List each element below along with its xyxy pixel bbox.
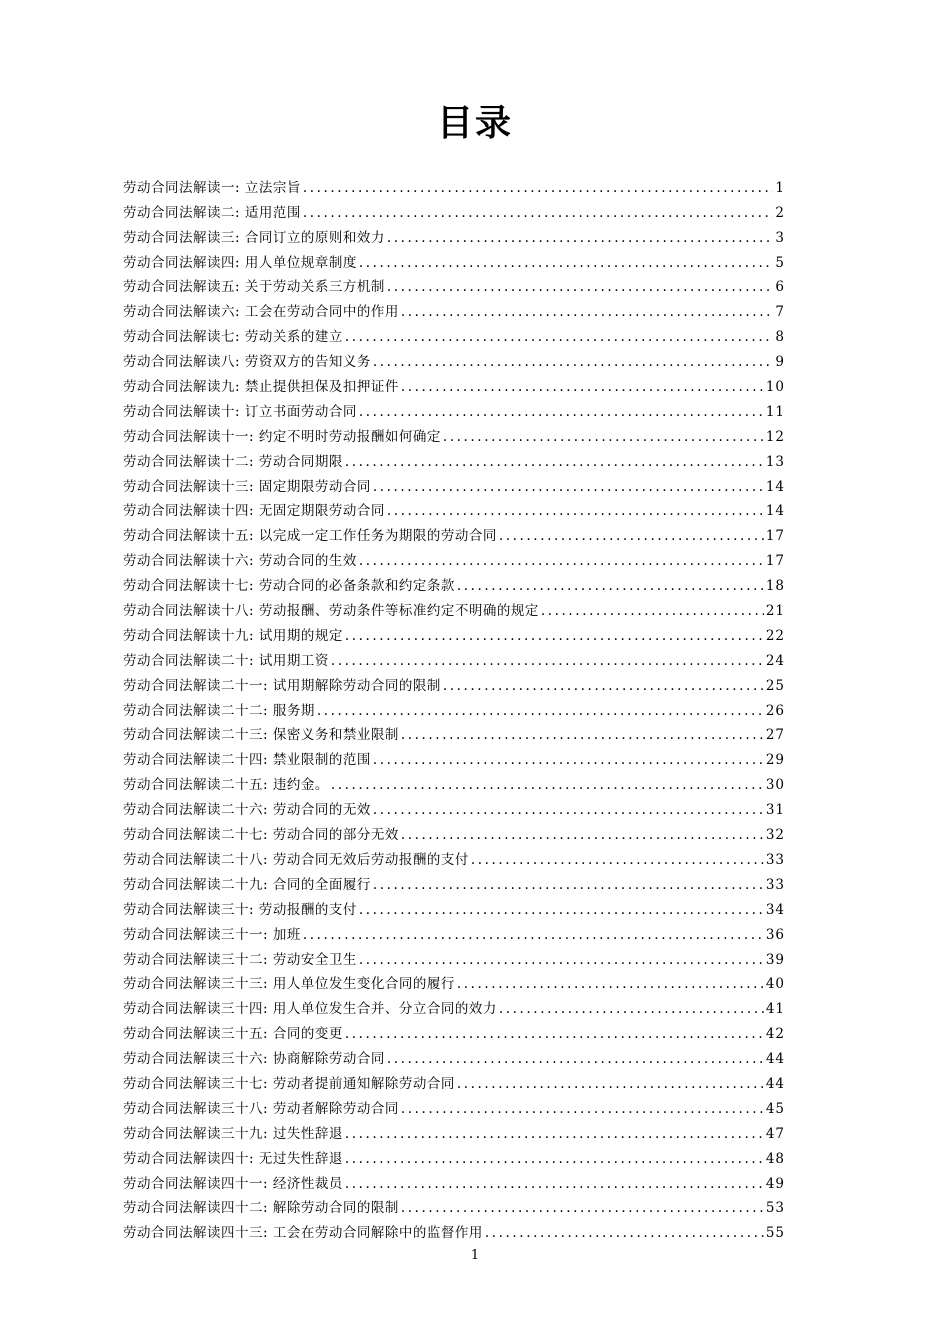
toc-entry[interactable]	[123, 1218, 785, 1243]
toc-entry-title: 劳动合同法解读四十一: 经济性裁员	[123, 1175, 343, 1192]
toc-entry-title: 劳动合同法解读十二: 劳动合同期限	[123, 453, 343, 470]
toc-entry-title: 劳动合同法解读二十八: 劳动合同无效后劳动报酬的支付	[123, 851, 469, 868]
table-of-contents	[123, 173, 785, 1243]
toc-entry[interactable]	[123, 820, 785, 845]
toc-entry[interactable]	[123, 770, 785, 795]
toc-entry[interactable]	[123, 223, 785, 248]
toc-entry-title: 劳动合同法解读九: 禁止提供担保及扣押证件	[123, 379, 399, 396]
toc-entry-page: 10	[765, 379, 785, 396]
toc-entry-title: 劳动合同法解读十: 订立书面劳动合同	[123, 403, 357, 420]
toc-entry[interactable]	[123, 297, 785, 322]
toc-dot-leader	[359, 950, 764, 970]
toc-entry[interactable]	[123, 422, 785, 447]
toc-entry[interactable]	[123, 571, 785, 596]
toc-entry-page: 26	[765, 702, 785, 719]
toc-dot-leader	[457, 576, 764, 596]
toc-entry[interactable]	[123, 546, 785, 571]
toc-entry-page: 12	[765, 428, 785, 445]
toc-entry-page: 17	[765, 528, 785, 545]
toc-entry-title: 劳动合同法解读二十四: 禁业限制的范围	[123, 752, 371, 769]
toc-entry-title: 劳动合同法解读二十: 试用期工资	[123, 652, 329, 669]
toc-dot-leader	[457, 974, 764, 994]
toc-entry-title: 劳动合同法解读三十七: 劳动者提前通知解除劳动合同	[123, 1075, 455, 1092]
toc-entry-title: 劳动合同法解读二十七: 劳动合同的部分无效	[123, 827, 399, 844]
toc-entry[interactable]	[123, 198, 785, 223]
toc-dot-leader	[387, 1049, 764, 1069]
toc-dot-leader	[359, 402, 764, 422]
toc-dot-leader	[373, 352, 774, 372]
toc-entry[interactable]	[123, 745, 785, 770]
toc-entry[interactable]	[123, 397, 785, 422]
toc-dot-leader	[359, 900, 764, 920]
toc-entry-page: 39	[765, 951, 785, 968]
toc-dot-leader	[457, 1074, 764, 1094]
toc-dot-leader	[345, 1024, 764, 1044]
toc-entry-title: 劳动合同法解读四十二: 解除劳动合同的限制	[123, 1200, 399, 1217]
toc-entry[interactable]	[123, 248, 785, 273]
toc-entry[interactable]	[123, 671, 785, 696]
toc-entry-page: 34	[765, 901, 785, 918]
toc-entry-page: 27	[765, 727, 785, 744]
toc-entry-title: 劳动合同法解读十三: 固定期限劳动合同	[123, 478, 371, 495]
toc-entry[interactable]	[123, 1119, 785, 1144]
toc-dot-leader	[303, 178, 774, 198]
toc-dot-leader	[345, 1149, 764, 1169]
toc-entry[interactable]	[123, 1069, 785, 1094]
toc-entry[interactable]	[123, 845, 785, 870]
toc-dot-leader	[471, 850, 764, 870]
toc-entry-title: 劳动合同法解读十七: 劳动合同的必备条款和约定条款	[123, 578, 455, 595]
toc-entry[interactable]	[123, 322, 785, 347]
toc-entry-page: 45	[765, 1100, 785, 1117]
toc-dot-leader	[387, 277, 774, 297]
toc-entry-title: 劳动合同法解读七: 劳动关系的建立	[123, 329, 343, 346]
toc-entry-page: 33	[765, 876, 785, 893]
toc-entry[interactable]	[123, 1044, 785, 1069]
toc-dot-leader	[345, 327, 774, 347]
toc-entry-page: 55	[765, 1225, 785, 1242]
toc-entry-title: 劳动合同法解读十八: 劳动报酬、劳动条件等标准约定不明确的规定	[123, 603, 539, 620]
toc-entry-title: 劳动合同法解读八: 劳资双方的告知义务	[123, 354, 371, 371]
toc-entry-page: 8	[775, 329, 785, 346]
toc-dot-leader	[401, 725, 764, 745]
toc-entry-title: 劳动合同法解读三十四: 用人单位发生合并、分立合同的效力	[123, 1001, 497, 1018]
toc-entry-title: 劳动合同法解读四十三: 工会在劳动合同解除中的监督作用	[123, 1225, 483, 1242]
toc-entry-title: 劳动合同法解读六: 工会在劳动合同中的作用	[123, 304, 399, 321]
toc-entry-title: 劳动合同法解读十五: 以完成一定工作任务为期限的劳动合同	[123, 528, 497, 545]
toc-dot-leader	[401, 377, 764, 397]
page-title: 目录	[436, 103, 513, 144]
toc-entry-title: 劳动合同法解读三十二: 劳动安全卫生	[123, 951, 357, 968]
toc-dot-leader	[373, 875, 764, 895]
toc-dot-leader	[401, 1198, 764, 1218]
toc-entry-title: 劳动合同法解读三十一: 加班	[123, 926, 301, 943]
toc-entry[interactable]	[123, 521, 785, 546]
toc-entry-page: 5	[775, 254, 785, 271]
toc-entry[interactable]	[123, 173, 785, 198]
toc-dot-leader	[373, 750, 764, 770]
toc-entry-page: 40	[765, 976, 785, 993]
toc-entry-title: 劳动合同法解读二十九: 合同的全面履行	[123, 876, 371, 893]
toc-dot-leader	[499, 999, 764, 1019]
toc-entry-page: 11	[765, 403, 785, 420]
toc-entry-title: 劳动合同法解读三: 合同订立的原则和效力	[123, 229, 385, 246]
toc-entry[interactable]	[123, 721, 785, 746]
toc-entry[interactable]	[123, 1144, 785, 1169]
toc-entry-page: 49	[765, 1175, 785, 1192]
toc-dot-leader	[345, 626, 764, 646]
page-number: 1	[470, 1248, 480, 1263]
toc-entry-title: 劳动合同法解读十四: 无固定期限劳动合同	[123, 503, 385, 520]
toc-entry[interactable]	[123, 273, 785, 298]
toc-entry-page: 33	[765, 851, 785, 868]
toc-entry-page: 24	[765, 652, 785, 669]
toc-entry-title: 劳动合同法解读十九: 试用期的规定	[123, 627, 343, 644]
toc-dot-leader	[443, 427, 764, 447]
toc-entry-page: 21	[765, 603, 785, 620]
toc-entry-page: 14	[765, 478, 785, 495]
toc-dot-leader	[359, 253, 774, 273]
toc-entry-page: 32	[765, 827, 785, 844]
toc-entry[interactable]	[123, 472, 785, 497]
toc-dot-leader	[401, 302, 774, 322]
toc-dot-leader	[485, 1223, 764, 1243]
toc-dot-leader	[387, 228, 774, 248]
toc-entry-title: 劳动合同法解读二十一: 试用期解除劳动合同的限制	[123, 677, 441, 694]
toc-entry[interactable]	[123, 696, 785, 721]
toc-entry[interactable]	[123, 1169, 785, 1194]
toc-entry-page: 14	[765, 503, 785, 520]
toc-entry-page: 48	[765, 1150, 785, 1167]
toc-entry-title: 劳动合同法解读二: 适用范围	[123, 204, 301, 221]
toc-dot-leader	[345, 1174, 764, 1194]
toc-entry[interactable]	[123, 1194, 785, 1219]
toc-entry[interactable]	[123, 347, 785, 372]
toc-dot-leader	[303, 203, 774, 223]
toc-entry-page: 7	[775, 304, 785, 321]
toc-entry-title: 劳动合同法解读二十六: 劳动合同的无效	[123, 802, 371, 819]
toc-entry-page: 3	[775, 229, 785, 246]
toc-entry-page: 25	[765, 677, 785, 694]
toc-entry-page: 41	[765, 1001, 785, 1018]
toc-entry-title: 劳动合同法解读二十五: 违约金。	[123, 777, 329, 794]
toc-entry-title: 劳动合同法解读三十九: 过失性辞退	[123, 1125, 343, 1142]
toc-entry[interactable]	[123, 621, 785, 646]
toc-entry-page: 53	[765, 1200, 785, 1217]
toc-entry-title: 劳动合同法解读二十三: 保密义务和禁业限制	[123, 727, 399, 744]
toc-entry-page: 2	[775, 204, 785, 221]
toc-entry-page: 42	[765, 1026, 785, 1043]
toc-entry-page: 18	[765, 578, 785, 595]
toc-entry[interactable]	[123, 870, 785, 895]
toc-entry-page: 29	[765, 752, 785, 769]
toc-entry-page: 6	[775, 279, 785, 296]
toc-entry-title: 劳动合同法解读五: 关于劳动关系三方机制	[123, 279, 385, 296]
toc-entry-title: 劳动合同法解读三十五: 合同的变更	[123, 1026, 343, 1043]
toc-entry-title: 劳动合同法解读二十二: 服务期	[123, 702, 315, 719]
toc-dot-leader	[317, 701, 764, 721]
toc-dot-leader	[443, 676, 764, 696]
toc-entry[interactable]	[123, 596, 785, 621]
toc-entry[interactable]	[123, 372, 785, 397]
toc-entry-page: 44	[765, 1075, 785, 1092]
toc-entry-title: 劳动合同法解读一: 立法宗旨	[123, 179, 301, 196]
toc-entry[interactable]	[123, 1094, 785, 1119]
toc-dot-leader	[401, 825, 764, 845]
toc-entry-page: 13	[765, 453, 785, 470]
toc-entry-title: 劳动合同法解读三十三: 用人单位发生变化合同的履行	[123, 976, 455, 993]
toc-entry[interactable]	[123, 945, 785, 970]
toc-entry[interactable]	[123, 970, 785, 995]
toc-dot-leader	[499, 526, 764, 546]
toc-entry-page: 22	[765, 627, 785, 644]
toc-dot-leader	[401, 1099, 764, 1119]
toc-entry[interactable]	[123, 447, 785, 472]
toc-dot-leader	[541, 601, 764, 621]
toc-entry-title: 劳动合同法解读四: 用人单位规章制度	[123, 254, 357, 271]
toc-dot-leader	[331, 775, 764, 795]
toc-dot-leader	[373, 800, 764, 820]
toc-entry-page: 44	[765, 1051, 785, 1068]
toc-entry-title: 劳动合同法解读三十: 劳动报酬的支付	[123, 901, 357, 918]
toc-entry-page: 9	[775, 354, 785, 371]
toc-entry-page: 17	[765, 553, 785, 570]
toc-dot-leader	[345, 1124, 764, 1144]
toc-entry-title: 劳动合同法解读十六: 劳动合同的生效	[123, 553, 357, 570]
toc-dot-leader	[331, 651, 764, 671]
toc-dot-leader	[373, 477, 764, 497]
toc-dot-leader	[359, 551, 764, 571]
toc-entry[interactable]	[123, 646, 785, 671]
toc-entry[interactable]	[123, 795, 785, 820]
toc-entry[interactable]	[123, 497, 785, 522]
toc-entry-title: 劳动合同法解读四十: 无过失性辞退	[123, 1150, 343, 1167]
toc-entry-page: 30	[765, 777, 785, 794]
toc-entry-title: 劳动合同法解读三十八: 劳动者解除劳动合同	[123, 1100, 399, 1117]
toc-entry-page: 31	[765, 802, 785, 819]
toc-entry-page: 36	[765, 926, 785, 943]
toc-entry[interactable]	[123, 1019, 785, 1044]
toc-dot-leader	[387, 501, 764, 521]
toc-entry-page: 1	[775, 179, 785, 196]
toc-dot-leader	[345, 452, 764, 472]
toc-entry[interactable]	[123, 994, 785, 1019]
toc-entry[interactable]	[123, 895, 785, 920]
toc-entry-title: 劳动合同法解读三十六: 协商解除劳动合同	[123, 1051, 385, 1068]
toc-entry-page: 47	[765, 1125, 785, 1142]
toc-entry[interactable]	[123, 920, 785, 945]
toc-entry-title: 劳动合同法解读十一: 约定不明时劳动报酬如何确定	[123, 428, 441, 445]
toc-dot-leader	[303, 925, 764, 945]
